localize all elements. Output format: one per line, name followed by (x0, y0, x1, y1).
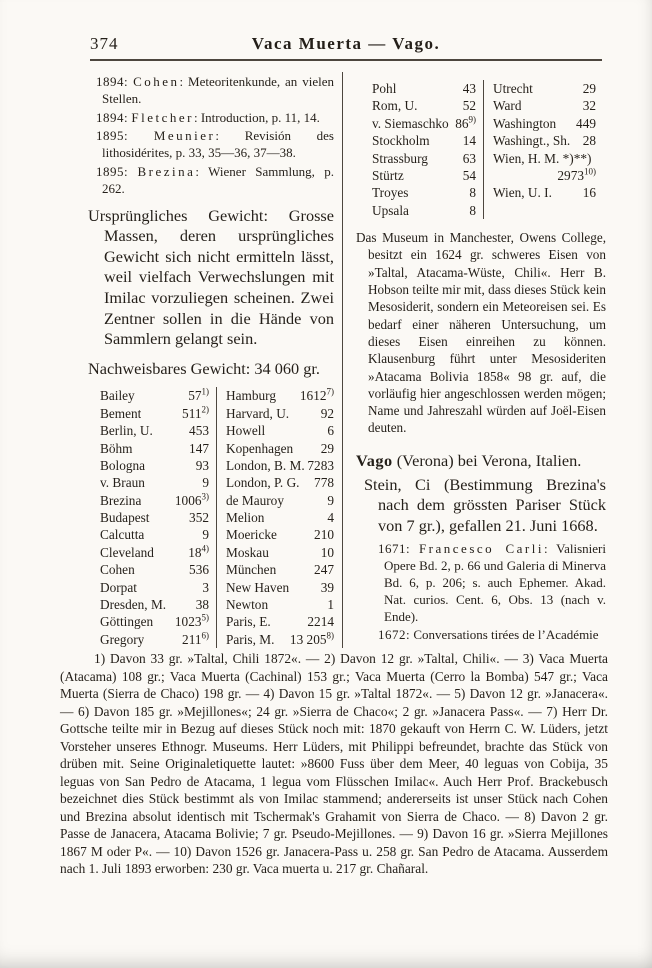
table-row (493, 80, 596, 97)
institution-name: London, P. G. (226, 475, 300, 491)
institution-name: Berlin, U. (100, 423, 153, 439)
institution-name: Göttingen (100, 614, 154, 630)
verifiable-weight-value: 34 060 gr. (254, 358, 320, 378)
vago-name: Vago (356, 450, 393, 470)
table-row (226, 509, 334, 526)
weight-value: 210 (314, 527, 334, 543)
institution-name: Dresden, M. (100, 597, 167, 613)
footnote-ref: 10) (584, 166, 596, 177)
bibliography-year: 1894: (96, 74, 129, 89)
table-row (372, 97, 476, 114)
weight-value: 9 (202, 527, 209, 543)
weight-value: 39 (320, 579, 334, 595)
weight-value: 86 (455, 115, 469, 131)
bibliography-text: : Meteoritenkunde, an vielen Stellen. (102, 74, 335, 106)
bibliography-list (88, 74, 334, 198)
table-row (226, 492, 334, 509)
vago-heading (356, 451, 606, 471)
weight-value: 449 (576, 115, 596, 131)
weight-value: 43 (462, 81, 476, 96)
table-row (100, 440, 209, 457)
weight-value: 8 (469, 202, 476, 218)
institution-name: Calcutta (100, 527, 145, 543)
vago-locality: (Verona) bei Verona, Italien. (392, 450, 582, 470)
bibliography-entry (88, 164, 334, 198)
bibliography-author: Meunier (153, 128, 216, 144)
institution-name: Cohen (100, 562, 135, 578)
bibliography-year: 1895: (96, 128, 129, 144)
institution-name: Wien, H. M. *)**) (493, 150, 592, 166)
weight-value: 6 (327, 423, 334, 439)
table-row (100, 596, 209, 613)
table-row (226, 405, 334, 422)
weight-value: 54 (462, 167, 476, 183)
reference-year: 1671: (378, 541, 411, 557)
institution-name: v. Siemaschko (372, 115, 449, 131)
table-row (372, 132, 476, 149)
institution-name: Bologna (100, 457, 146, 473)
reference-entry (370, 627, 606, 644)
weight-value: 453 (189, 423, 209, 439)
table-row (493, 150, 596, 167)
institution-name: Böhm (100, 440, 133, 456)
table-row (226, 457, 334, 474)
weights-table-right-col2 (484, 80, 596, 219)
institution-name: Cleveland (100, 544, 154, 560)
weight-value: 52 (462, 98, 476, 114)
weight-value: 18 (188, 544, 202, 560)
institution-name: Bement (100, 405, 142, 421)
table-row (226, 596, 334, 613)
weight-value: 511 (182, 405, 202, 421)
weight-value: 211 (182, 631, 202, 647)
reference-text: Conversations tirées de l’Académie (413, 627, 599, 643)
reference-author: Francesco Carli (418, 541, 544, 557)
weight-value: 9 (202, 475, 209, 491)
vago-reference-list (370, 541, 606, 644)
weight-value: 32 (582, 98, 596, 114)
table-row (226, 613, 334, 630)
table-row (493, 115, 596, 132)
weight-value: 9 (327, 492, 334, 508)
weights-table-right (372, 80, 596, 219)
verifiable-weight-label: Nachweisbares Gewicht: (88, 358, 251, 378)
weight-value: 1 (327, 597, 334, 613)
weights-table-left-col1 (100, 387, 217, 648)
page-number: 374 (90, 34, 119, 53)
bibliography-text: : Revisión des lithosidérites, p. 33, 35—36, 37—38. (102, 128, 334, 161)
weight-value: 38 (195, 597, 209, 613)
table-row (372, 184, 476, 201)
table-row (493, 167, 596, 184)
weight-value: 4 (327, 510, 334, 526)
table-row (493, 184, 596, 201)
weight-value: 536 (189, 562, 209, 578)
table-row (372, 80, 476, 97)
institution-name: Pohl (372, 81, 397, 96)
table-row (226, 544, 334, 561)
weights-table-right-col1 (372, 80, 484, 219)
weight-value: 93 (195, 457, 209, 473)
institution-name: Rom, U. (372, 98, 418, 114)
bibliography-year: 1894: (96, 109, 129, 125)
weight-value: 2973 (557, 167, 584, 183)
institution-name: Washingt., Sh. (493, 133, 571, 149)
table-row (100, 474, 209, 491)
weight-value: 147 (189, 440, 209, 456)
institution-name: Ward (493, 98, 522, 114)
bibliography-entry (88, 74, 334, 108)
institution-name: Harvard, U. (226, 405, 290, 421)
footnote-ref: 7) (326, 386, 334, 397)
table-row (100, 492, 209, 509)
bibliography-entry (88, 110, 334, 127)
table-row (100, 457, 209, 474)
table-row (100, 613, 209, 630)
table-row (100, 544, 209, 561)
reference-text: : Valisnieri Opere Bd. 2, p. 66 und Galeria di Minerva Bd. 6, p. 206; s. auch Ephemer. Akad. Nat. curios. Cent. 6, Obs. 13 (nach v. Ende). (384, 541, 606, 624)
weight-value: 1612 (299, 388, 327, 404)
footnote-ref: 9) (468, 114, 476, 125)
weight-value: 28 (582, 133, 596, 149)
table-row (100, 631, 209, 648)
institution-name: Budapest (100, 510, 150, 526)
footnote-ref: 2) (201, 404, 209, 415)
institution-name: Hamburg (226, 388, 276, 404)
institution-name: Troyes (372, 185, 409, 201)
table-row (372, 115, 476, 132)
institution-name: Wien, U. I. (493, 185, 552, 201)
table-row (372, 202, 476, 219)
table-row (226, 526, 334, 543)
institution-name: Brezina (100, 492, 142, 508)
table-row (226, 387, 334, 404)
weight-value: 7283 (307, 457, 334, 473)
weight-value: 92 (320, 405, 334, 421)
weight-value: 8 (469, 185, 476, 201)
weight-value: 29 (320, 440, 334, 456)
bibliography-year: 1895: (96, 163, 129, 179)
institution-name: Kopenhagen (226, 440, 294, 456)
reference-year: 1672: (378, 627, 411, 643)
original-weight-paragraph: Ursprüngliches Gewicht: Grosse Massen, deren ursprüngliches Gewicht sich nicht ermitteln lässt, weil vielfach Verwechslungen mit Imilac vorzuliegen scheinen. Zwei Zentner sollen in die Hände von Sammlern gelangt sein. (88, 205, 334, 349)
footnote-ref: 8) (326, 630, 334, 641)
page-body (88, 72, 606, 648)
bibliography-text: : Wiener Sammlung, p. 262. (102, 163, 334, 196)
table-row (100, 561, 209, 578)
footnotes: 1) Davon 33 gr. »Taltal, Chili 1872«. — 2) Davon 12 gr. »Taltal, Chili«. — 3) Vaca Muerta (Atacama) 108 gr.; Vaca Muerta (Cachinal) 153 gr.; Vaca Muerta (Cerro la Bomba) 547 gr.; Vaca Muerta (Sierra de Chaco) 198 gr. — 4) Davon 15 gr. »Taltal 1872«. — 5) Davon 12 gr. »Janacera«. — 6) Davon 185 gr. »Mejillones«; 24 gr. »Sierra de Chaco«; 2 gr. »Janacera Pass«. — 7) Herr Dr. Gottsche teilte mir in Bezug auf dieses Stück noch mit: 1870 gekauft von Herrn C. W. Lüders, jetzt Vorsteher unseres Ethnogr. Museums. Herr Lüders, mit Philippi befreundet, brachte das Stück von drüben mit. Seine Originaletiquette lautet: »8600 Fuss über dem Meer, 40 leguas von Cobija, 35 leguas von San Pedro de Atacama, 1 legua vom Flüsschen Imilac«. Auch Herr Prof. Brackebusch bezeichnet dies Stück bestimmt als von Imilac stammend; andererseits ist unser Stück nach Cohen und Brezina absolut identisch mit Tschermak's Grahamit von Sierra de Chaco. — 8) Davon 2 gr. Passe de Janacera, Atacama Bolivie; 7 gr. Pseudo-Mejillones. — 9) Davon 16 gr. »Sierra Mejillones 1867 M oder P«. — 10) Davon 1526 gr. Janacera-Pass u. 258 gr. San Pedro de Atacama. Ausserdem nach 1. Juli 1893 erworben: 230 gr. Vaca muerta u. 217 gr. Chañaral. (60, 651, 608, 876)
table-row (226, 631, 334, 648)
weight-value: 3 (202, 579, 209, 595)
table-row (493, 132, 596, 149)
table-row (226, 474, 334, 491)
weight-value: 10 (320, 544, 334, 560)
footnote-ref: 5) (201, 612, 209, 623)
institution-name: Newton (226, 597, 269, 613)
table-row (493, 97, 596, 114)
right-column (342, 72, 606, 648)
bibliography-text: : Introduction, p. 11, 14. (193, 109, 320, 125)
institution-name: Bailey (100, 388, 135, 404)
institution-name: de Mauroy (226, 492, 284, 508)
verifiable-weight-line (88, 359, 334, 380)
institution-name: Paris, E. (226, 614, 271, 630)
table-row (372, 167, 476, 184)
weight-value: 13 205 (289, 631, 327, 647)
table-row (100, 526, 209, 543)
institution-name: v. Braun (100, 475, 145, 491)
weight-value: 2214 (307, 614, 334, 630)
institution-name: Paris, M. (226, 631, 275, 647)
weight-value: 1023 (174, 614, 202, 630)
table-row (226, 579, 334, 596)
left-column (88, 72, 342, 648)
bibliography-author: Cohen (133, 74, 180, 89)
institution-name: Stockholm (372, 133, 430, 149)
institution-name: Melion (226, 510, 265, 526)
weight-value: 63 (462, 150, 476, 166)
institution-name: Dorpat (100, 579, 137, 595)
weights-table-left-col2 (217, 387, 334, 648)
weight-value: 1006 (174, 492, 202, 508)
vago-description: Stein, Ci (Bestimmung Brezina's nach dem grössten Pariser Stück von 7 gr.), gefallen 21. Juni 1668. (364, 474, 606, 535)
page-title: Vaca Muerta — Vago. (251, 34, 441, 53)
institution-name: Utrecht (493, 81, 533, 96)
manchester-paragraph: Das Museum in Manchester, Owens College, besitzt ein 1624 gr. schweres Eisen von »Taltal, Atacama-Wüste, Chili«. Herr B. Hobson teilte mir mit, dass dieses Stück kein Mesosiderit, sondern ein Meteoreisen sei. Es bedarf einer näheren Untersuchung, um dieses Eisen einreihen zu können. Klausenburg führt unter Mesosideriten »Atacama Bolivia 1858« 98 gr. auf, die vorläufig hier angeschlossen werden mögen; Name und Jahreszahl würden auf Joël-Eisen deuten. (356, 230, 606, 436)
weight-value: 352 (189, 510, 209, 526)
institution-name: Moericke (226, 527, 277, 543)
table-row (100, 579, 209, 596)
bibliography-author: Brezina (137, 163, 196, 179)
footnote-ref: 3) (201, 491, 209, 502)
weight-value: 247 (314, 562, 334, 578)
weight-value: 778 (314, 475, 334, 491)
table-row (100, 422, 209, 439)
institution-name: München (226, 562, 277, 578)
bibliography-entry (88, 128, 334, 162)
institution-name: New Haven (226, 579, 290, 595)
weights-table-left (100, 387, 334, 648)
table-row (100, 387, 209, 404)
footnote-ref: 4) (201, 543, 209, 554)
institution-name: Washington (493, 115, 557, 131)
institution-name: Gregory (100, 631, 145, 647)
institution-name: Upsala (372, 202, 409, 218)
table-row (226, 440, 334, 457)
table-row (372, 150, 476, 167)
bibliography-author: Fletcher (131, 109, 194, 125)
weight-value: 29 (582, 81, 596, 96)
page-header (90, 34, 602, 61)
footnote-ref: 6) (201, 630, 209, 641)
institution-name: Strassburg (372, 150, 428, 166)
table-row (100, 405, 209, 422)
institution-name: Stürtz (372, 167, 404, 183)
table-row (100, 509, 209, 526)
institution-name: Howell (226, 423, 266, 439)
weight-value: 16 (582, 185, 596, 201)
table-row (226, 561, 334, 578)
weight-value: 14 (462, 133, 476, 149)
institution-name: London, B. M. (226, 457, 305, 473)
footnote-ref: 1) (201, 386, 209, 397)
table-row (226, 422, 334, 439)
institution-name: Moskau (226, 544, 269, 560)
reference-entry (370, 541, 606, 625)
weight-value: 57 (188, 388, 202, 404)
